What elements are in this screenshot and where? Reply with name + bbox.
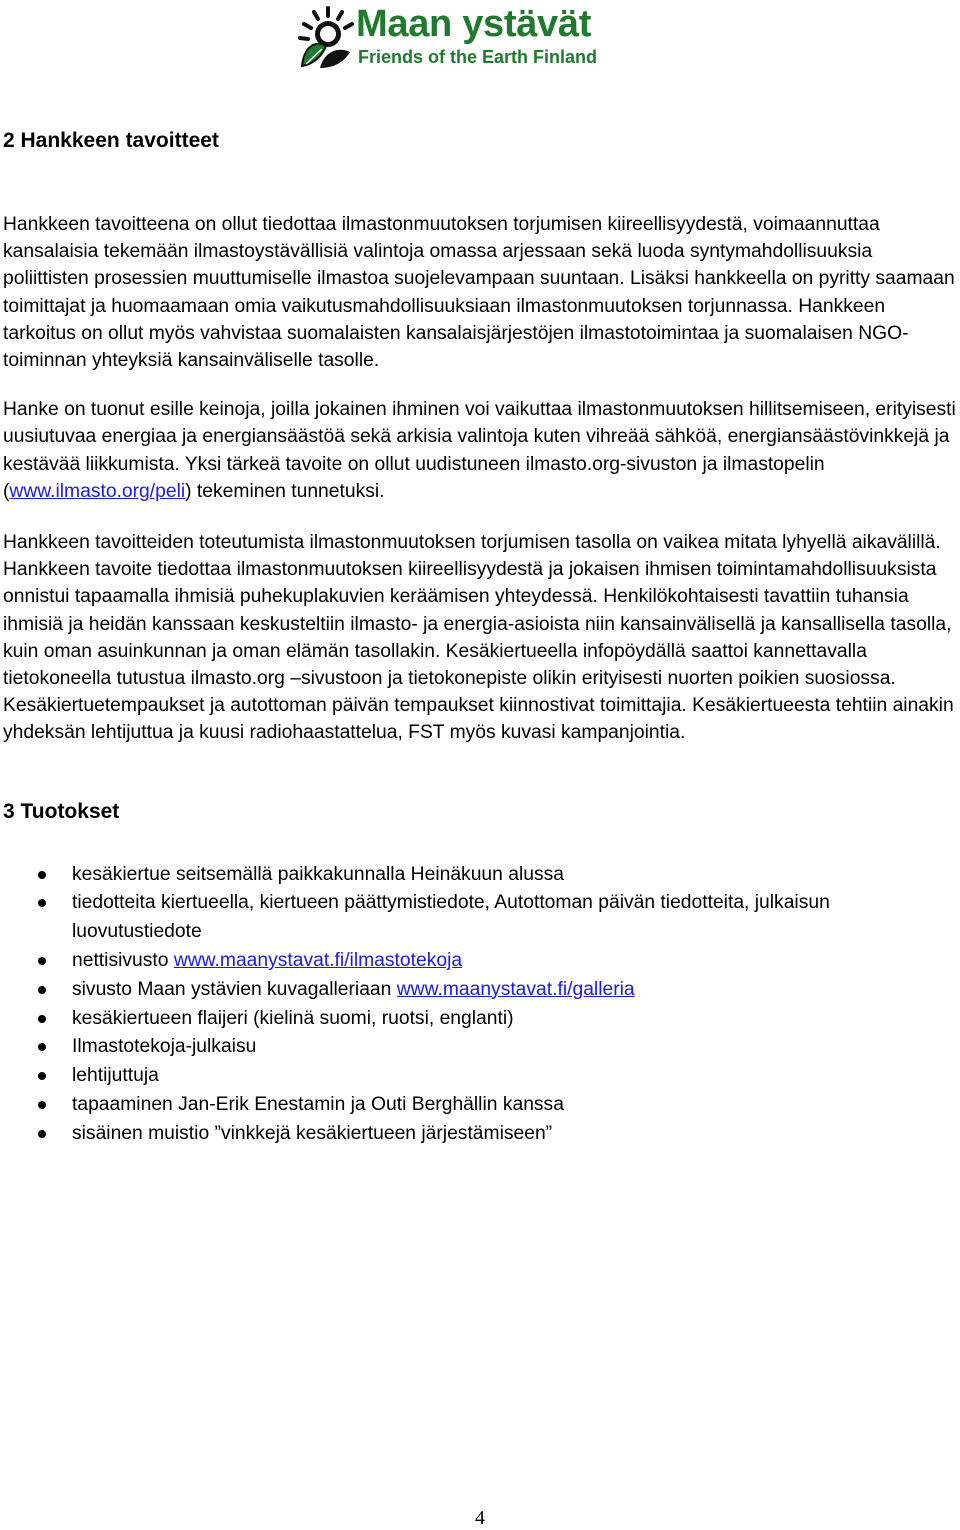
bullet-icon — [38, 1130, 46, 1138]
sun-leaf-logo-icon — [294, 2, 358, 72]
list-item — [3, 861, 958, 890]
bullet-icon — [38, 899, 46, 907]
bullet-icon — [38, 871, 46, 879]
list-item — [3, 1091, 958, 1120]
list-item-text: tapaaminen Jan-Erik Enestamin ja Outi Berghällin kanssa — [72, 1094, 564, 1116]
section-heading-tuotokset: 3 Tuotokset — [3, 799, 120, 823]
list-item — [3, 1033, 958, 1062]
bullet-icon — [38, 1015, 46, 1023]
list-item — [3, 889, 958, 947]
list-item-text: kesäkiertue seitsemällä paikkakunnalla Heinäkuun alussa — [72, 863, 564, 885]
list-item — [3, 976, 958, 1005]
bullet-icon — [38, 1043, 46, 1051]
paragraph-methods-text: Hanke on tuonut esille keinoja, joilla jokainen ihminen voi vaikuttaa ilmastonmuutoksen hillitsemiseen, erityisesti uusiutuvaa energiaa ja energiansäästöä sekä arkisia valintoja kuten vihreää sähköä, energiansäästövinkkejä ja kestävää liikkumista. Yksi tärkeä tavoite on ollut uudistuneen ilmasto.org-sivuston ja ilmastopelin ( — [3, 399, 956, 502]
paragraph-methods — [3, 396, 958, 505]
list-item-text: sisäinen muistio ”vinkkejä kesäkiertueen järjestämiseen” — [72, 1122, 553, 1144]
page-number: 4 — [475, 1507, 485, 1529]
list-item-text: kesäkiertueen flaijeri (kielinä suomi, ruotsi, englanti) — [72, 1007, 514, 1029]
list-item — [3, 1062, 958, 1091]
list-item — [3, 1120, 958, 1149]
bullet-icon — [38, 986, 46, 994]
link-ilmasto-peli[interactable]: www.ilmasto.org/peli — [9, 480, 186, 502]
outputs-list — [3, 861, 958, 1149]
list-item — [3, 947, 958, 976]
logo-title: Maan ystävät — [356, 3, 592, 45]
bullet-icon — [38, 1072, 46, 1080]
paragraph-results: Hankkeen tavoitteiden toteutumista ilmastonmuutoksen torjumisen tasolla on vaikea mitata lyhyellä aikavälillä. Hankkeen tavoite tiedottaa ilmastonmuutoksen kiireellisyydestä ja jokaisen ihmisen toimintamahdollisuuksista onnistui tapaamalla ihmisiä puhekuplakuvien keräämisen yhteydessä. Henkilökohtaisesti tavattiin tuhansia ihmisiä ja heidän kanssaan keskusteltiin ilmasto- ja energia-asioista niin kansainvälisellä ja kansallisella tasolla, kuin oman asuinkunnan ja oman elämän tasollakin. Kesäkiertueella infopöydällä saattoi kannettavalla tietokoneella tutustua ilmasto.org –sivustoon ja tietokonepiste olikin erityisesti nuorten poikien suosiossa. Kesäkiertuetempaukset ja autottoman päivän tempaukset kiinnostivat toimittajia. Kesäkiertueesta tehtiin ainakin yhdeksän lehtijuttua ja kuusi radiohaastattelua, FST myös kuvasi kampanjointia. — [3, 532, 954, 744]
organization-logo — [294, 2, 674, 72]
paragraph-methods-text-end: ) tekeminen tunnetuksi. — [185, 480, 385, 502]
document-body — [3, 126, 958, 1149]
paragraph-goals: Hankkeen tavoitteena on ollut tiedottaa ilmastonmuutoksen torjumisen kiireellisyydestä, voimaannuttaa kansalaisia tekemään ilmastoystävällisiä valintoja omassa arjessaan sekä luoda syntymahdollisuuksia poliittisten prosessien muuttumiselle ilmastoa suojelevampaan suuntaan. Lisäksi hankkeella on pyritty saamaan toimittajat ja huomaamaan omia vaikutusmahdollisuuksiaan ilmastonmuutoksen torjunnassa. Hankkeen tarkoitus on ollut myös vahvistaa suomalaisten kansalaisjärjestöjen ilmastotoimintaa ja suomalaisen NGO-toiminnan yhteyksiä kansainväliselle tasolle. — [3, 214, 955, 372]
list-item-text: lehtijuttuja — [72, 1065, 159, 1087]
list-item-text: tiedotteita kiertueella, kiertueen päättymistiedote, Autottoman päivän tiedotteita, julkaisun luovutustiedote — [72, 892, 830, 943]
list-item — [3, 1005, 958, 1034]
logo-subtitle: Friends of the Earth Finland — [358, 47, 598, 67]
link-galleria[interactable]: www.maanystavat.fi/galleria — [396, 978, 635, 1000]
list-item-text: sivusto Maan ystävien kuvagalleriaan — [72, 978, 397, 1000]
bullet-icon — [38, 957, 46, 965]
bullet-icon — [38, 1101, 46, 1109]
section-heading-tavoitteet: 2 Hankkeen tavoitteet — [3, 129, 219, 152]
list-item-text: nettisivusto — [72, 950, 174, 972]
link-ilmastotekoja[interactable]: www.maanystavat.fi/ilmastotekoja — [173, 950, 463, 972]
list-item-text: Ilmastotekoja-julkaisu — [72, 1036, 257, 1058]
